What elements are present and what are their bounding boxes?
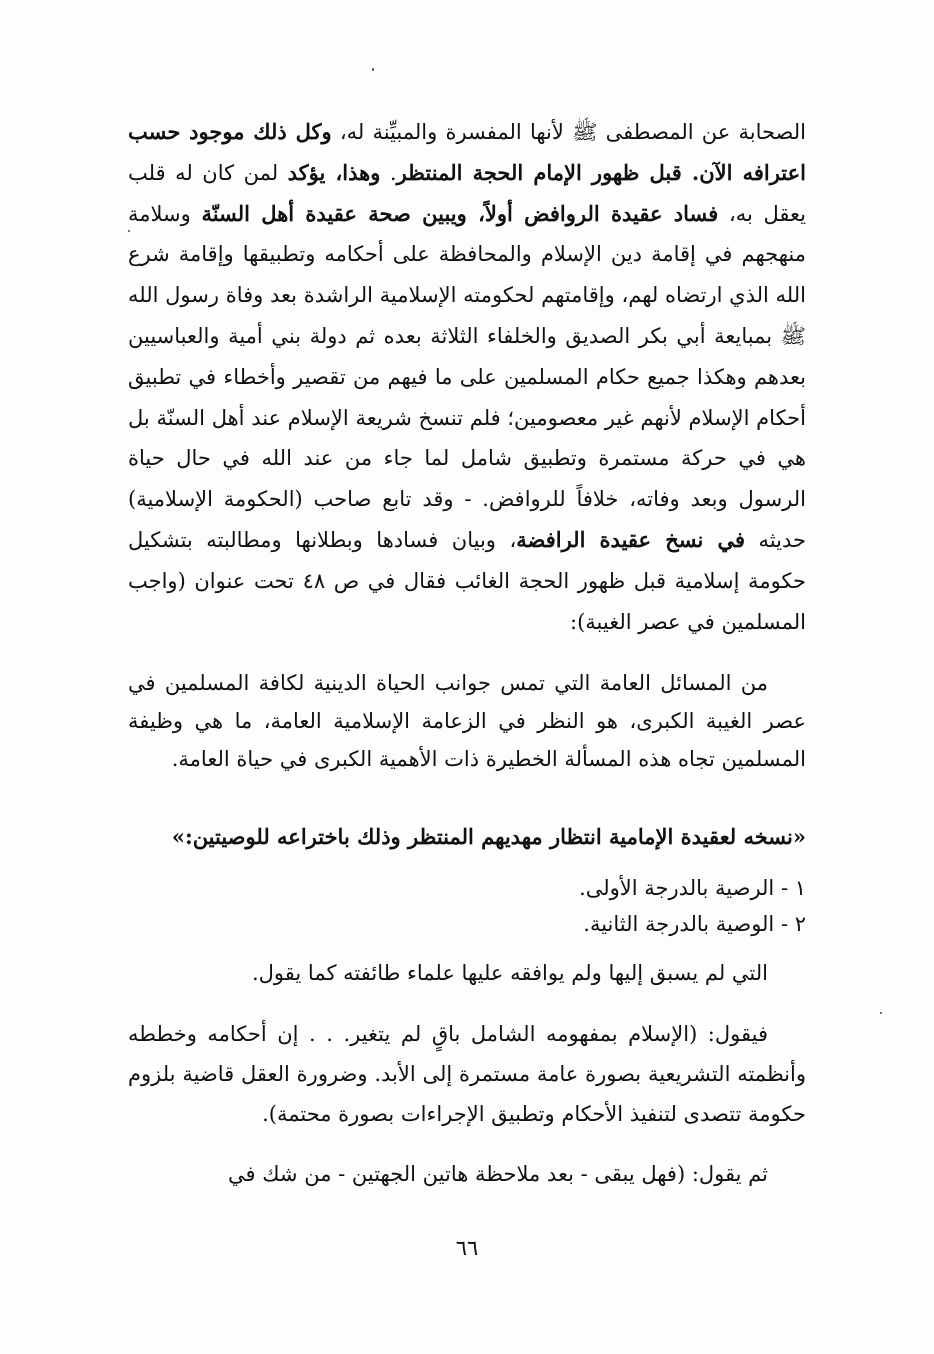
bold-run: وكل ذلك موجود حسب اعترافه الآن. قبل ظهور الإمام الحجة المنتظر (128, 119, 806, 185)
text-run: . (380, 160, 397, 185)
list-item: ١ - الرصية بالدرجة الأولى. (579, 876, 806, 901)
section-heading: «نسخه لعقيدة الإمامية انتظار مهديهم المنتظر وذلك باختراعه للوصيتين:» (171, 824, 806, 850)
bold-run: فساد عقيدة الروافض أولاً، ويبين صحة عقيدة أهل السنّة (201, 200, 719, 226)
scan-speck (880, 1012, 882, 1014)
paragraph: فيقول: (الإسلام بمفهومه الشامل باقٍ لم يتغير. . . إن أحكامه وخططه وأنظمته التشريعية بصورة عامة مستمرة إلى الأبد. وضرورة العقل قاضية بلزوم حكومة تتصدى لتنفيذ الأحكام وتطبيق الإجراءات بصورة محتمة). (128, 1022, 806, 1127)
text-run: وسلامة منهجهم في إقامة دين الإسلام والمحافظة على أحكامه وتطبيقها وإقامة شرع الله الذي ارتضاه لهم، وإقامتهم لحكومته الإسلامية الراشدة بعد وفاة رسول الله ﷺ بمبايعة أبي بكر الصديق والخلفاء الثلاثة بعده ثم دولة بني أمية والعباسيين بعدهم وهكذا جميع حكام المسلمين على ما فيهم من تقصير وأخطاء في تطبيق أحكام الإسلام لأنهم غير معصومين؛ فلم تنسخ شريعة الإسلام عند أهل السنّة بل هي في حركة مستمرة وتطبيق شامل لما جاء من عند الله في حال حياة الرسول وبعد وفاته، خلافاً للروافض. - وقد تابع صاحب (الحكومة الإسلامية) حديثه (128, 201, 806, 552)
note-line: التي لم يسبق إليها ولم يوافقه عليها علماء طائفته كما يقول. (252, 961, 768, 986)
text-run: لمن كان له قلب يعقل به، (128, 160, 807, 226)
quoted-paragraph: من المسائل العامة التي تمس جوانب الحياة الدينية لكافة المسلمين في عصر الغيبة الكبرى، هو النظر في الزعامة الإسلامية العامة، ما هي وظيفة المسلمين تجاه هذه المسألة الخطيرة ذات الأهمية الكبرى في حياة العامة. (128, 671, 806, 772)
numbered-list (128, 870, 806, 942)
scan-speck (372, 68, 374, 71)
text-run: الصحابة عن المصطفى ﷺ لأنها المفسرة والمبيِّنة له، (331, 120, 806, 144)
text-run: ، وبيان فسادها وبطلانها ومطالبته بتشكيل حكومة إسلامية قبل ظهور الحجة الغائب فقال في ص ٤٨ تحت عنوان (واجب المسلمين في عصر الغيبة): (128, 527, 806, 634)
paragraph-continued (128, 112, 806, 642)
paragraph: ثم يقول: (فهل يبقى - بعد ملاحظة هاتين الجهتين - من شك في (228, 1162, 768, 1187)
list-item: ٢ - الوصية بالدرجة الثانية. (583, 912, 806, 937)
bold-run: وهذا، يؤكد (287, 159, 381, 185)
page-number: ٦٦ (455, 1236, 479, 1260)
bold-run: في نسخ عقيدة الرافضة (516, 526, 746, 552)
scan-speck (128, 230, 130, 232)
page-body (128, 112, 806, 1194)
